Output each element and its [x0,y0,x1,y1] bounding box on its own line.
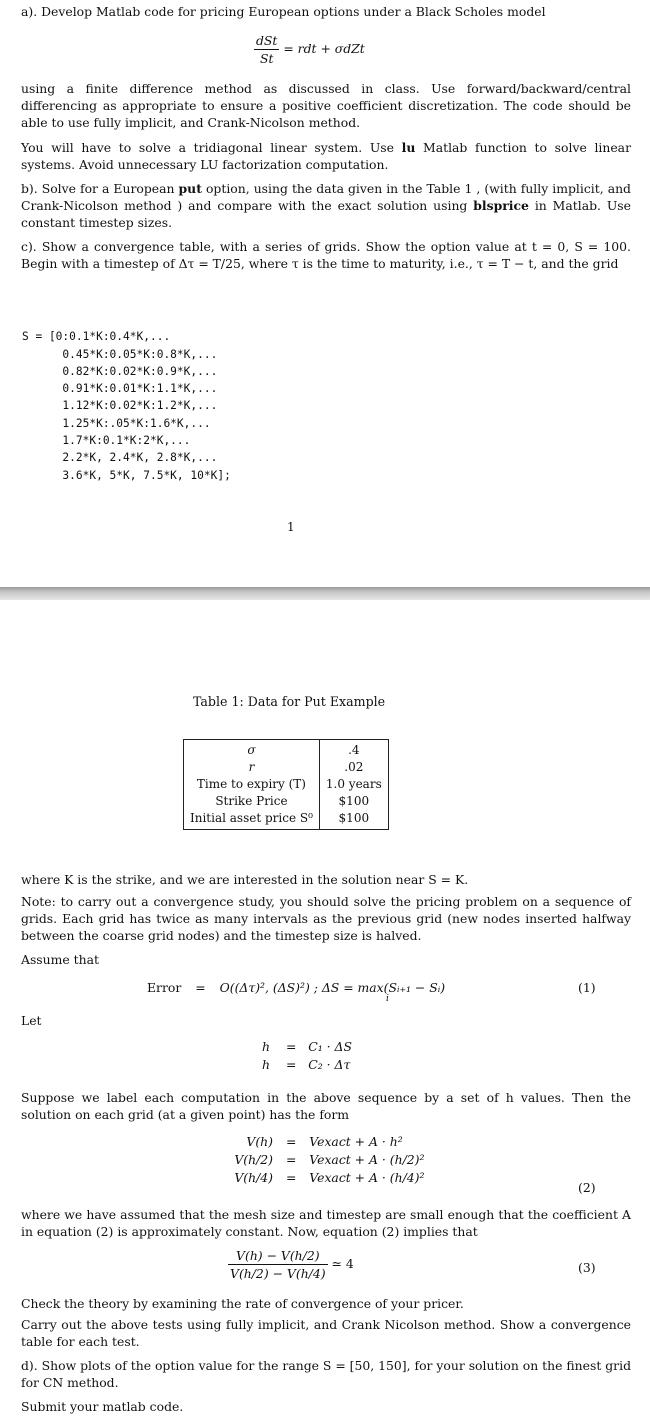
table-row [184,740,389,760]
code-line: S = [0:0.1*K:0.4*K,... [22,330,171,344]
code-line: 1.7*K:0.1*K:2*K,... [22,434,191,448]
ratio-equation [228,1248,354,1281]
v-rhs: Vexact + A · h² [309,1134,403,1149]
table-value: $100 [338,811,370,825]
page-separator [0,587,650,600]
code-line: 0.45*K:0.05*K:0.8*K,... [22,347,218,361]
table-label: σ [184,740,320,760]
part-b-text-2: option, using the data given in the Table 1 , (with fully implicit, and Crank-Nicolson method ) and compare with the exact solution using [21,181,631,213]
part-d: d). Show plots of the option value for the range S = [50, 150], for your solution on the finest grid for CN method. [21,1358,631,1390]
tridiag-paragraph [21,139,631,173]
code-line: 1.25*K:.05*K:1.6*K,... [22,416,211,430]
grid-code-block [22,311,231,519]
table-row [184,793,389,810]
v-row-2 [211,1152,424,1167]
tridiag-text-1: You will have to solve a tridiagonal linear system. Use [21,140,402,155]
eq3-number: (3) [578,1260,596,1275]
sde-denominator: St [259,51,274,66]
v-equals: = [285,1152,297,1167]
h-row-1 [262,1039,352,1054]
table-row [184,759,389,776]
table-caption: Table 1: Data for Put Example [193,694,386,709]
part-b-blsprice: blsprice [473,198,529,213]
put-data-table [183,739,389,830]
v-rhs: Vexact + A · (h/4)² [309,1170,425,1185]
sde-numerator: dSt [256,33,278,48]
v-lhs: V(h) [246,1134,273,1149]
code-line: 2.2*K, 2.4*K, 2.8*K,... [22,451,218,465]
page-number: 1 [287,520,295,534]
v-row-3 [211,1170,424,1185]
where-mesh-text: where we have assumed that the mesh size and timestep are small enough that the coefficient A in equation (2) is approximately constant. Now, equation (2) implies that [21,1207,631,1239]
tridiag-text-2: Matlab function to solve linear systems. Avoid unnecessary LU factorization computation. [21,140,631,172]
suppose-text: Suppose we label each computation in the above sequence by a set of h values. Then the solution on each grid (at a given point) has the form [21,1090,631,1122]
h-equals: = [285,1057,297,1072]
v-equals: = [285,1134,297,1149]
equation-1 [147,980,445,995]
code-line: 0.82*K:0.02*K:0.9*K,... [22,364,218,378]
ratio-numerator: V(h) − V(h/2) [228,1248,328,1265]
sde-rhs: = rdt + σdZt [283,41,365,56]
let-text: Let [21,1013,42,1028]
v-lhs: V(h/4) [234,1170,273,1185]
table-value: .4 [348,743,360,757]
h-lhs: h [262,1039,270,1054]
v-rhs: Vexact + A · (h/2)² [309,1152,425,1167]
table-row [184,810,389,830]
h-lhs: h [262,1057,270,1072]
table-label: Time to expiry (T) [184,776,320,793]
code-line: 3.6*K, 5*K, 7.5*K, 10*K]; [22,468,231,482]
part-a-body: using a finite difference method as discussed in class. Use forward/backward/central differencing as appropriate to ensure a positive coefficient discretization. The code should be able to use fully implicit, and Crank-Nicolson method. [21,81,631,130]
assume-text: Assume that [21,952,99,967]
eq1-max-subscript: i [386,994,389,1004]
code-line: 1.12*K:0.02*K:1.2*K,... [22,399,218,413]
table-label: r [184,759,320,776]
eq1-number: (1) [578,980,596,995]
eq2-number: (2) [578,1180,596,1195]
submit-text: Submit your matlab code. [21,1399,184,1414]
ratio-rhs: ≃ 4 [331,1256,354,1271]
table-value: $100 [338,794,370,808]
ratio-denominator: V(h/2) − V(h/4) [230,1266,326,1281]
ratio-fraction [228,1248,328,1281]
table-label: Strike Price [184,793,320,810]
page-1 [0,0,650,587]
check-text: Check the theory by examining the rate of convergence of your pricer. [21,1296,464,1311]
sde-equation [254,33,365,66]
table-value: 1.0 years [325,777,382,791]
table-value: .02 [344,760,364,774]
part-b [21,180,631,231]
table-label: Initial asset price S⁰ [184,810,320,830]
part-a-title: a). Develop Matlab code for pricing European options under a Black Scholes model [21,4,546,19]
part-b-text-1: b). Solve for a European [21,181,179,196]
tridiag-lu: lu [401,140,416,155]
v-lhs: V(h/2) [234,1152,273,1167]
v-row-1 [211,1134,403,1149]
eq1-lhs: Error [147,980,182,995]
part-b-put: put [178,181,202,196]
sde-fraction [254,33,279,66]
where-k-text: where K is the strike, and we are interested in the solution near S = K. [21,872,469,887]
code-line: 0.91*K:0.01*K:1.1*K,... [22,382,218,396]
h-equals: = [285,1039,297,1054]
part-c: c). Show a convergence table, with a series of grids. Show the option value at t = 0, S = 100. Begin with a timestep of Δτ = T/25, where τ is the time to maturity, i.e., τ = T − t, and the grid [21,239,631,271]
note-text: Note: to carry out a convergence study, you should solve the pricing problem on a sequence of grids. Each grid has twice as many intervals as the previous grid (new nodes inserted halfway between the coarse grid nodes) and the timestep size is halved. [21,894,631,943]
part-b-text-3: in Matlab. Use constant timestep sizes. [21,198,631,230]
h-row-2 [262,1057,350,1072]
carry-text: Carry out the above tests using fully implicit, and Crank Nicolson method. Show a convergence table for each test. [21,1317,631,1349]
eq1-rhs: O((Δτ)², (ΔS)²) ; ΔS = max(Sᵢ₊₁ − Sᵢ) [219,980,446,995]
eq1-equals: = [195,980,206,995]
v-equals: = [285,1170,297,1185]
table-row [184,776,389,793]
h-rhs: C₂ · Δτ [308,1057,351,1072]
h-rhs: C₁ · ΔS [308,1039,352,1054]
